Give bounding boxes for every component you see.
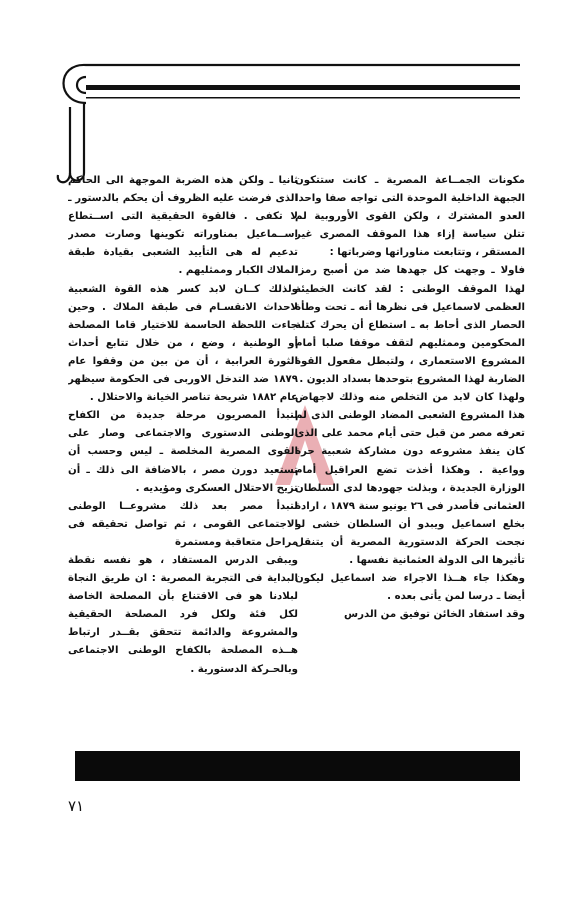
paragraph: وهكذا جاء هــذا الاجراء ضد اسماعيل ليكون أيضا ـ درسا لمن يأتى بعده . <box>295 573 525 603</box>
footer-rule <box>75 751 520 781</box>
left-column <box>68 172 298 742</box>
page-number: ٧١ <box>68 797 85 815</box>
paragraph: ثانيا ـ ولكن هذه الضربة الموجهة الى الحاكم الذى فرضت عليه الظروف أن يحكم بالدستور ـ لا تكفى . فالقوة الحقيقية التى اســتطاع اســماعيل بمناوراته تكوينها وصارت مصدر تدعيم له هى التأييد الشعبى بقيادة طبقة الملاك الكبار وممثليهم . <box>68 175 298 277</box>
paragraph: ولذلك كــان لابد كسر هذه القوة الشعبية لاحداث الانقسـام فى طبقة الملاك . وحين جاءت اللحظة الحاسمة للاختيار قاما المصلحة أو الوطنية ، وضع ، من خلال تتابع أحداث الثورة العرابية ، أن من بين من وقفوا عام ١٨٧٩ ضد التدخل الاوربى فى الحكومة سيظهر عام ١٨٨٢ شريحة تناصر الخيانة والاحتلال . <box>68 283 298 404</box>
paragraph: ويبقى الدرس المستفاد ، هو نفسه نقطة البداية فى التجربة المصرية : ان طريق النجاة لبلادنا هو فى الاقتناع بأن المصلحة الخاصة لكل فئة ولكل فرد المصلحة الحقيقية والمشروعة والدائمة تتحقق بقــدر ارتباط هــذه المصلحة بالكفاح الوطنى الاجتماعى وبالحـركة الدستورية . <box>68 554 298 675</box>
paragraph: لتبدأ مصر بعد ذلك مشروعــا الوطنى الاجتماعى القومى ، ثم تواصل تحقيقه فى مراحل متعاقبة ومستمرة <box>68 500 298 548</box>
header-ornament <box>50 55 530 185</box>
paragraph: وقد استفاد الخائن توفيق من الدرس <box>344 609 525 621</box>
paragraph: ولهذا كان لابد من التخلص منه وذلك لاجهاض هذا المشروع الشعبى المضاد الوطنى الذى لم تعرفه مصر من قبل حتى أيام محمد على الذى كان ينفذ مشروعه دون مشاركة شعبية حرة وواعية . وهكذا أخذت تضع العراقيل أمام الوزارة الجديدة ، وبذلت جهودها لدى السلطان العثمانى فأصدر فى ٢٦ يونيو سنة ١٨٧٩ ، ارادة بخلع اسماعيل ويبدو أن السلطان خشى لو نجحت الحركة الدستورية المصرية أن يتنقل تأثيرها الى الدولة العثمانية نفسها . <box>295 392 525 566</box>
paragraph: لتبدأ المصريون مرحلة جديدة من الكفاح الوطنى الدستورى والاجتماعى وصار على القوى المصرية المخلصة ـ ليس وحسب أن تستعيد دورن مصر ، بالاضافة الى ذلك ـ أن تزيح الاحتلال العسكرى ومؤيديه . <box>68 410 298 494</box>
right-column <box>295 172 525 742</box>
paragraph: مكونات الجمــاعة المصرية ـ كانت ستتكون الجبهة الداخلية الموحدة التى تواجه صفا واحدا العدو المشترك ، ولكن القوى الأوروبية لم تتلن سياسة إزاء هذا الموقف المصرى غير المستقر ، وتتابعت مناوراتها وضرباتها : <box>295 175 525 259</box>
paragraph: فاولا ـ وجهت كل جهدها ضد من أصبح رمزا لهذا الموقف الوطنى : لقد كانت الخطيئة العظمى لاسماعيل فى نظرها أنه ـ تحت وطأة الحصار الذى أحاط به ـ استطاع أن يحرك كتلة المحكومين وممثليهم لتقف موقفا صلبا أمام المشروع الاستعمارى ، ولتبطل مفعول القوة الضاربة لهذا المشروع بتوحدها بسداد الديون . <box>295 265 525 386</box>
